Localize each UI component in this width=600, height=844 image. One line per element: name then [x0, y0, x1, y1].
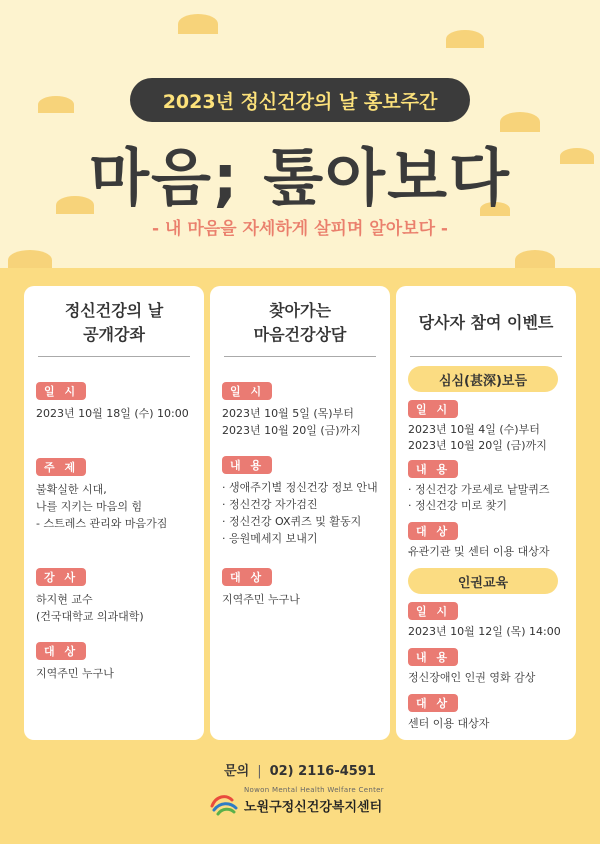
- subtitle: - 내 마음을 자세하게 살피며 알아보다 -: [152, 219, 448, 239]
- event-banner: 2023년 정신건강의 날 홍보주간: [130, 78, 470, 122]
- content-tag: 내 용: [222, 456, 272, 474]
- date-tag: 일 시: [222, 382, 272, 400]
- hill-decoration: [178, 14, 218, 34]
- target-tag: 대 상: [36, 642, 86, 660]
- phone-number[interactable]: 02) 2116-4591: [269, 764, 376, 779]
- content-item: · 정신건강 자가검진: [222, 498, 318, 511]
- lecture-date: 2023년 10월 18일 (수) 10:00: [36, 407, 189, 420]
- card-title-line2: 마음건강상담: [253, 325, 347, 344]
- speaker-tag: 강 사: [36, 568, 86, 586]
- date-line: 2023년 10월 5일 (목)부터: [222, 407, 354, 420]
- date-tag: 일 시: [408, 602, 458, 620]
- main-title: 마음; 톺아보다: [89, 141, 511, 214]
- center-logo: [210, 786, 410, 820]
- hill-decoration: [446, 30, 484, 48]
- center-logo-icon: [210, 792, 238, 816]
- divider: [224, 356, 376, 357]
- date-text: 2023년 10월 12일 (목) 14:00: [408, 625, 561, 638]
- org-english-name: Nowon Mental Health Welfare Center: [244, 786, 384, 794]
- target-tag: 대 상: [408, 694, 458, 712]
- event-name-pill: 심심(甚深)보듬: [408, 366, 558, 392]
- target-text: 센터 이용 대상자: [408, 717, 490, 730]
- topic-line: - 스트레스 관리와 마음가짐: [36, 517, 168, 530]
- hill-decoration: [8, 250, 52, 268]
- topic-tag: 주 제: [36, 458, 86, 476]
- date-line: 2023년 10월 4일 (수)부터: [408, 423, 540, 436]
- target-text: 지역주민 누구나: [222, 593, 300, 606]
- card-title-line1: 찾아가는: [269, 301, 331, 320]
- target-text: 유관기관 및 센터 이용 대상자: [408, 545, 550, 558]
- speaker-name: 하지현 교수: [36, 593, 93, 606]
- contact-label: 문의: [224, 764, 250, 779]
- target-tag: 대 상: [222, 568, 272, 586]
- card-title: 당사자 참여 이벤트: [418, 313, 554, 332]
- participation-event-card: [396, 286, 576, 740]
- content-item: · 정신건강 가로세로 낱말퀴즈: [408, 483, 550, 496]
- date-line: 2023년 10월 20일 (금)까지: [408, 439, 547, 452]
- card-title-line1: 정신건강의 날: [64, 301, 164, 320]
- lecture-card: [24, 286, 204, 740]
- date-tag: 일 시: [408, 400, 458, 418]
- divider: [38, 356, 190, 357]
- content-text: 정신장애인 인권 영화 감상: [408, 671, 536, 684]
- hill-decoration: [38, 96, 74, 113]
- counseling-card: [210, 286, 390, 740]
- divider: [410, 356, 562, 357]
- content-tag: 내 용: [408, 648, 458, 666]
- card-title-line2: 공개강좌: [83, 325, 145, 344]
- target-text: 지역주민 누구나: [36, 667, 114, 680]
- topic-line: 나를 지키는 마음의 힘: [36, 500, 143, 513]
- content-tag: 내 용: [408, 460, 458, 478]
- content-item: · 정신건강 미로 찾기: [408, 499, 507, 512]
- topic-line: 불확실한 시대,: [36, 483, 107, 496]
- content-item: · 정신건강 OX퀴즈 및 활동지: [222, 515, 362, 528]
- date-tag: 일 시: [36, 382, 86, 400]
- contact-separator: |: [257, 764, 262, 779]
- hill-decoration: [515, 250, 555, 268]
- content-item: · 응원메세지 보내기: [222, 532, 318, 545]
- speaker-affiliation: (건국대학교 의과대학): [36, 610, 144, 623]
- content-item: · 생애주기별 정신건강 정보 안내: [222, 481, 378, 494]
- date-line: 2023년 10월 20일 (금)까지: [222, 424, 361, 437]
- event-name-pill: 인권교육: [408, 568, 558, 594]
- org-korean-name: 노원구정신건강복지센터: [244, 800, 383, 815]
- contact-info: [0, 760, 600, 779]
- target-tag: 대 상: [408, 522, 458, 540]
